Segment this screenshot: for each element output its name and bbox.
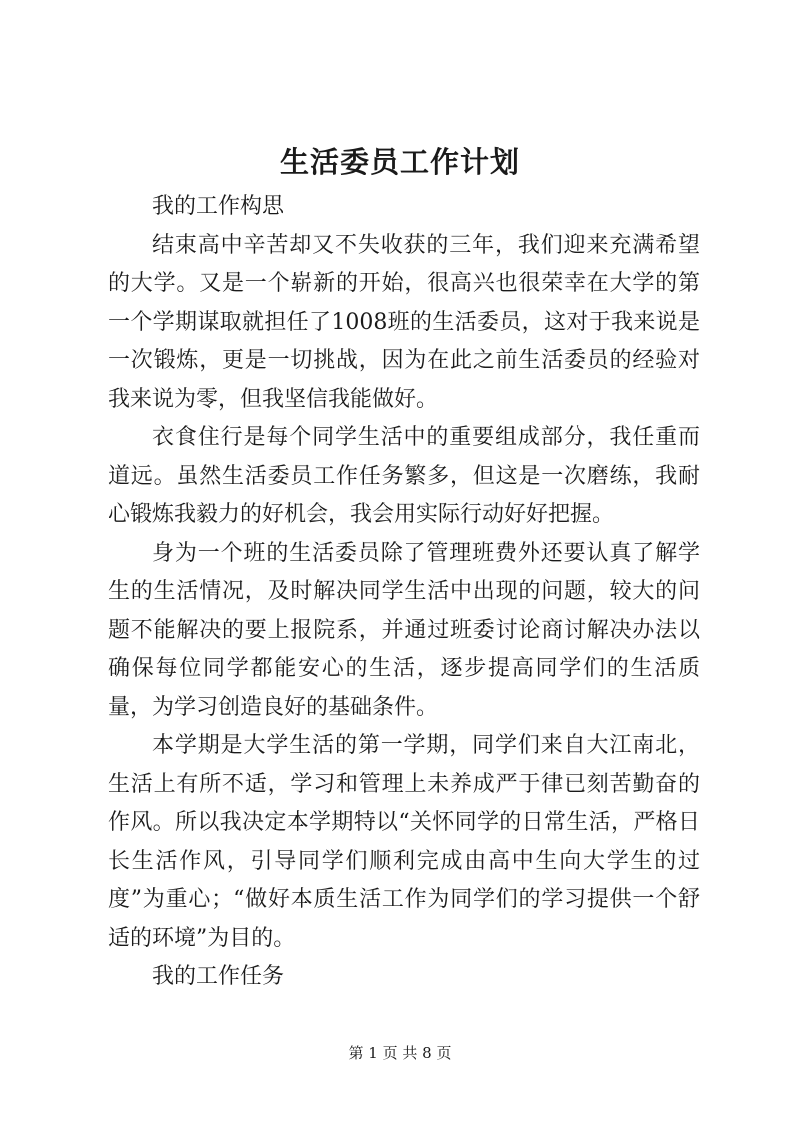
paragraph: 本学期是大学生活的第一学期，同学们来自大江南北，生活上有所不适，学习和管理上未养成严于律已刻苦勤奋的作风。所以我决定本学期特以“关怀同学的日常生活，严格日长生活作风，引导同学们顺利完成由高中生向大学生的过度”为重心；“做好本质生活工作为同学们的学习提供一个舒适的环境”为目的。 [108,733,700,951]
paragraph: 身为一个班的生活委员除了管理班费外还要认真了解学生的生活情况，及时解决同学生活中出现的问题，较大的问题不能解决的要上报院系，并通过班委讨论商讨解决办法以确保每位同学都能安心的生活，逐步提高同学们的生活质量，为学习创造良好的基础条件。 [108,540,700,720]
document-body [108,188,700,997]
page-number-footer: 第 1 页 共 8 页 [348,1044,452,1062]
paragraph: 衣食住行是每个同学生活中的重要组成部分，我任重而道远。虽然生活委员工作任务繁多，但这是一次磨练，我耐心锻炼我毅力的好机会，我会用实际行动好好把握。 [108,425,700,527]
section-heading-ideas: 我的工作构思 [152,194,285,219]
paragraph: 结束高中辛苦却又不失收获的三年，我们迎来充满希望的大学。又是一个崭新的开始，很高兴也很荣幸在大学的第一个学期谋取就担任了1008班的生活委员，这对于我来说是一次锻炼，更是一切挑战，因为在此之前生活委员的经验对我来说为零，但我坚信我能做好。 [108,232,700,412]
page-title: 生活委员工作计划 [279,145,520,179]
section-heading-tasks: 我的工作任务 [152,964,285,989]
